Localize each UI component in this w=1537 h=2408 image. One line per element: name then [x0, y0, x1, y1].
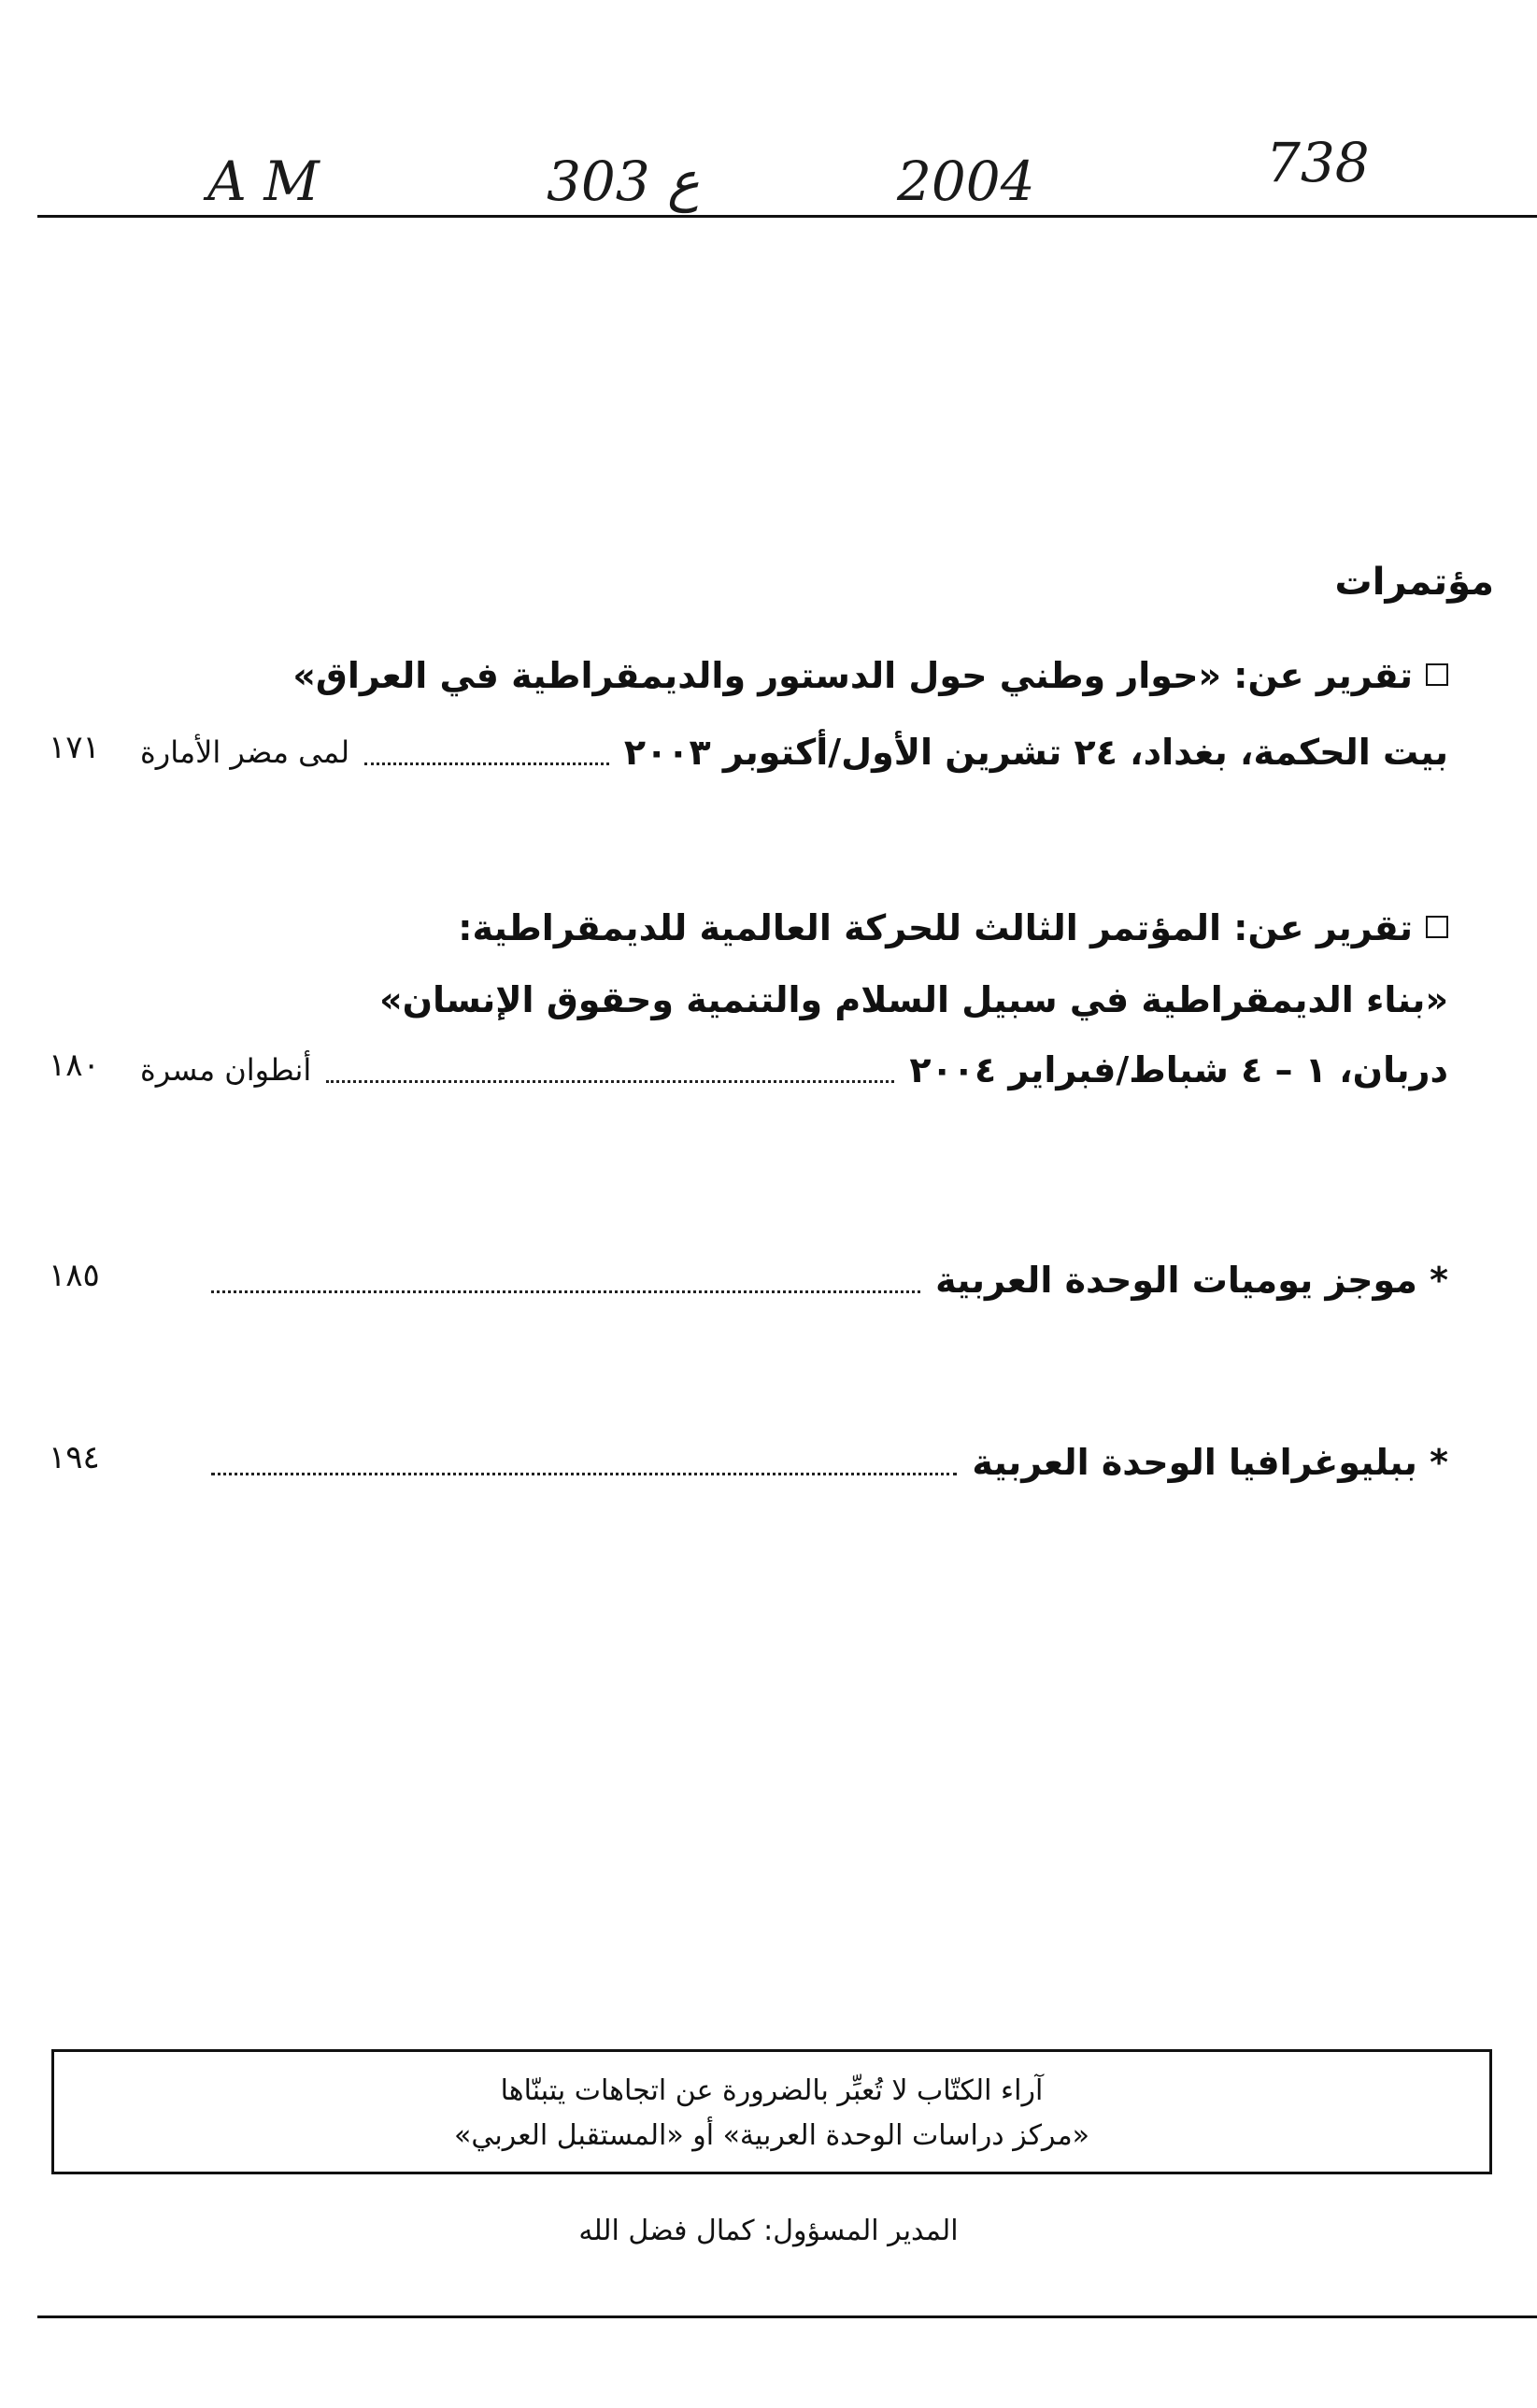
- disclaimer-line-2: «مركز دراسات الوحدة العربية» أو «المستقبل العربي»: [453, 2119, 1090, 2152]
- dot-leader: [364, 762, 609, 765]
- entry-1-page: ١٨٥: [49, 1257, 100, 1294]
- checkbox-icon: [1426, 916, 1448, 938]
- handwritten-mark-3: 2004: [897, 150, 1035, 213]
- report-2-page: ١٨٠: [49, 1047, 100, 1084]
- report-2-line-1: [140, 895, 1448, 961]
- section-title: مؤتمرات: [1334, 561, 1494, 604]
- dot-leader: [326, 1080, 894, 1083]
- disclaimer-box: [51, 2049, 1492, 2174]
- entry-2: [196, 1430, 1448, 1495]
- director-line: المدير المسؤول: كمال فضل الله: [578, 2215, 959, 2247]
- report-1-title: تقرير عن: «حوار وطني حول الدستور والديمقراطية في العراق»: [292, 655, 1413, 696]
- entry-1: [196, 1247, 1448, 1313]
- report-2-title: تقرير عن: المؤتمر الثالث للحركة العالمية للديمقراطية:: [458, 907, 1413, 948]
- header-rule: [37, 215, 1537, 218]
- dot-leader: [211, 1290, 920, 1293]
- report-1-venue: بيت الحكمة، بغداد، ٢٤ تشرين الأول/أكتوبر ٢٠٠٣: [623, 732, 1448, 773]
- report-2-subtitle: «بناء الديمقراطية في سبيل السلام والتنمية وحقوق الإنسان»: [379, 979, 1448, 1020]
- handwritten-mark-2: 303 ع: [547, 150, 700, 213]
- report-1-author: لمى مضر الأمارة: [140, 734, 350, 770]
- entry-1-title: * موجز يوميات الوحدة العربية: [935, 1260, 1448, 1301]
- disclaimer-line-1: آراء الكتّاب لا تُعبِّر بالضرورة عن اتجاهات يتبنّاها: [500, 2074, 1044, 2107]
- checkbox-icon: [1426, 663, 1448, 686]
- report-1-line-1: [140, 643, 1448, 708]
- handwritten-mark-1: A M: [207, 150, 320, 213]
- entry-2-title: * ببليوغرافيا الوحدة العربية: [972, 1442, 1448, 1483]
- handwritten-mark-4: 738: [1266, 131, 1370, 194]
- report-2-line-3: [140, 1037, 1448, 1103]
- dot-leader: [211, 1473, 957, 1475]
- report-1-line-2: [140, 720, 1448, 785]
- report-1-page: ١٧١: [49, 729, 100, 766]
- entry-2-page: ١٩٤: [49, 1439, 100, 1476]
- footer-rule: [37, 2315, 1537, 2318]
- report-2-author: أنطوان مسرة: [140, 1052, 312, 1088]
- report-2-line-2: [140, 967, 1448, 1033]
- report-2-venue: دربان، ١ – ٤ شباط/فبراير ٢٠٠٤: [909, 1049, 1448, 1090]
